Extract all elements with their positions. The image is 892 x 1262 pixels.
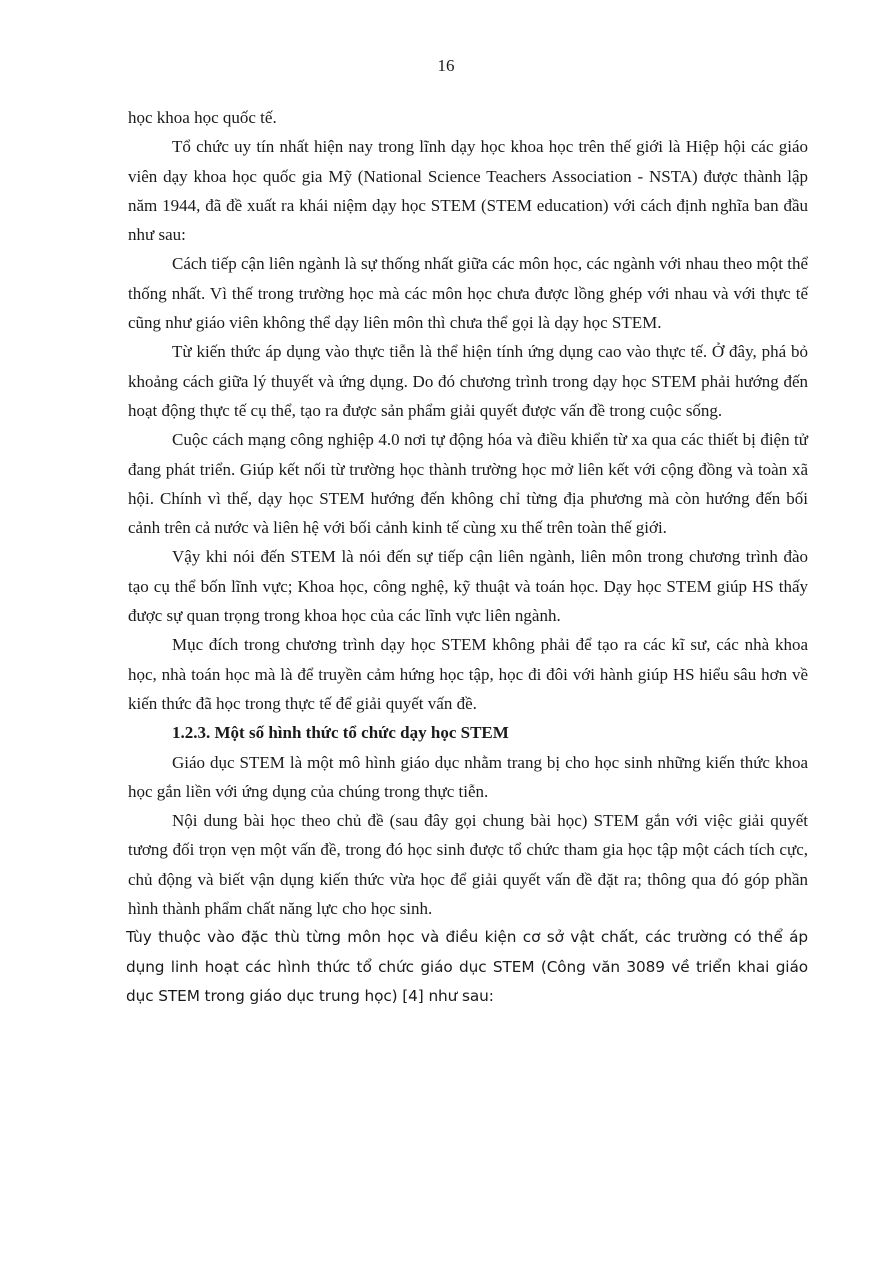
paragraph-lesson-content: Nội dung bài học theo chủ đề (sau đây gọi chung bài học) STEM gắn với việc giải quyết tương đối trọn vẹn một vấn đề, trong đó học sinh được tổ chức tham gia học tập một cách tích cực, chủ động và biết vận dụng kiến thức vừa học để giải quyết vấn đề đặt ra; thông qua đó góp phần hình thành phẩm chất năng lực cho học sinh. [128, 811, 808, 919]
paragraph-stem-definition: Giáo dục STEM là một mô hình giáo dục nhằm trang bị cho học sinh những kiến thức khoa học gắn liền với ứng dụng của chúng trong thực tiễn. [128, 752, 808, 801]
paragraph-implementation: Tùy thuộc vào đặc thù từng môn học và điều kiện cơ sở vật chất, các trường có thể áp dụng linh hoạt các hình thức tổ chức giáo dục STEM (Công văn 3089 về triển khai giáo dục STEM trong giáo dục trung học) [4] như sau: [126, 928, 808, 1005]
paragraph-continuation: học khoa học quốc tế. [128, 108, 277, 127]
paragraph-stem-fields: Vậy khi nói đến STEM là nói đến sự tiếp cận liên ngành, liên môn trong chương trình đào tạo cụ thể bốn lĩnh vực; Khoa học, công nghệ, kỹ thuật và toán học. Dạy học STEM giúp HS thấy được sự quan trọng trong khoa học của các lĩnh vực liên ngành. [128, 547, 808, 626]
paragraph-industry-4: Cuộc cách mạng công nghiệp 4.0 nơi tự động hóa và điều khiển từ xa qua các thiết bị điện tử đang phát triển. Giúp kết nối từ trường học thành trường học mở liên kết với cộng đồng và toàn xã hội. Chính vì thế, dạy học STEM hướng đến không chỉ từng địa phương mà còn hướng đến bối cảnh trên cả nước và liên hệ với bối cảnh kinh tế cùng xu thế trên toàn thế giới. [128, 430, 808, 538]
paragraph-application: Từ kiến thức áp dụng vào thực tiễn là thể hiện tính ứng dụng cao vào thực tế. Ở đây, phá bỏ khoảng cách giữa lý thuyết và ứng dụng. Do đó chương trình trong dạy học STEM phải hướng đến hoạt động thực tế cụ thể, tạo ra được sản phẩm giải quyết được vấn đề trong cuộc sống. [128, 342, 808, 420]
paragraph-interdisciplinary: Cách tiếp cận liên ngành là sự thống nhất giữa các môn học, các ngành với nhau theo một thể thống nhất. Vì thế trong trường học mà các môn học chưa được lồng ghép với nhau và với thực tế cũng như giáo viên không thể dạy liên môn thì chưa thể gọi là dạy học STEM. [128, 254, 808, 333]
page-number: 16 [437, 56, 455, 75]
document-body [128, 103, 808, 1011]
paragraph-purpose: Mục đích trong chương trình dạy học STEM không phải để tạo ra các kĩ sư, các nhà khoa học, nhà toán học mà là để truyền cảm hứng học tập, học đi đôi với hành giúp HS hiểu sâu hơn về kiến thức đã học trong thực tế để giải quyết vấn đề. [128, 635, 808, 713]
paragraph-nsta: Tổ chức uy tín nhất hiện nay trong lĩnh dạy học khoa học trên thế giới là Hiệp hội các giáo viên dạy khoa học quốc gia Mỹ (National Science Teachers Association - NSTA) được thành lập năm 1944, đã đề xuất ra khái niệm dạy học STEM (STEM education) với cách định nghĩa ban đầu như sau: [128, 137, 808, 245]
section-heading: 1.2.3. Một số hình thức tổ chức dạy học STEM [172, 723, 509, 743]
